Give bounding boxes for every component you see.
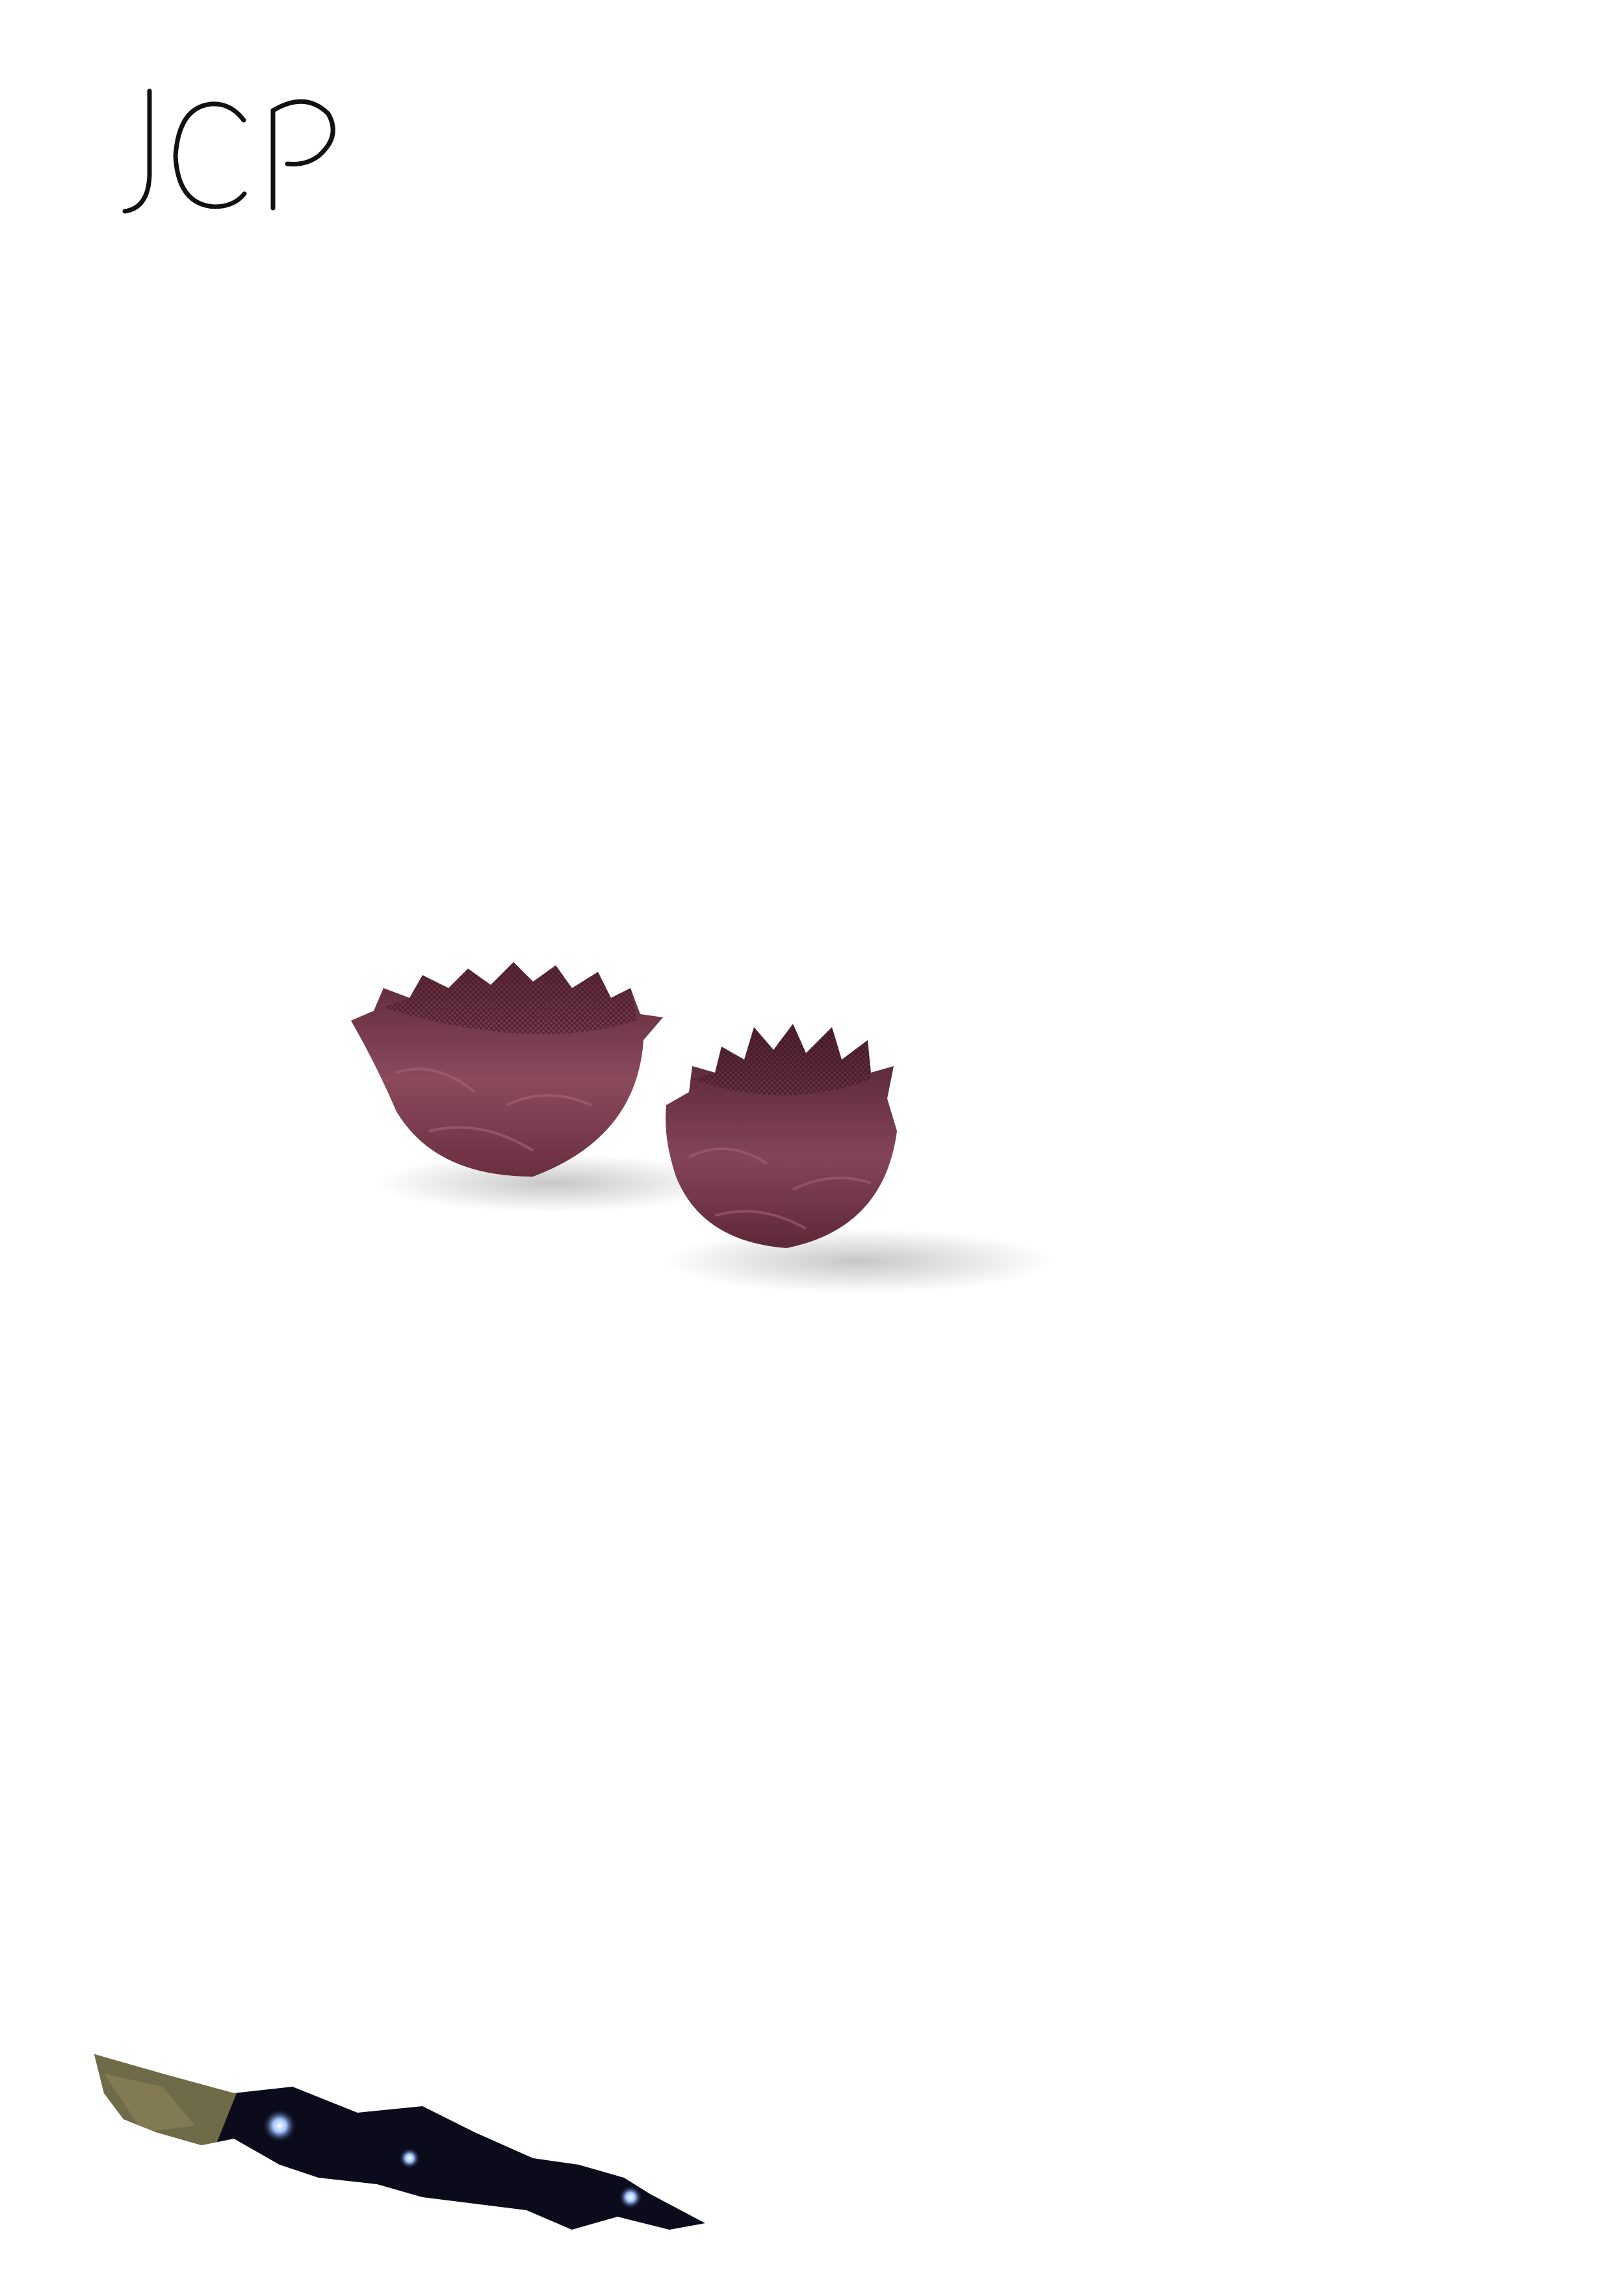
decorative-pattern-top	[1105, 85, 1508, 527]
slash-pattern-icon	[1105, 85, 1508, 527]
product-description	[334, 1381, 1517, 1414]
jcp-monogram	[110, 78, 344, 221]
product-photo	[338, 943, 1144, 1313]
slash-pattern-icon	[127, 1996, 322, 2256]
decorative-pattern-bottom	[127, 1996, 322, 2256]
brand-logo	[71, 72, 357, 280]
vase-illustration	[338, 943, 1144, 1313]
